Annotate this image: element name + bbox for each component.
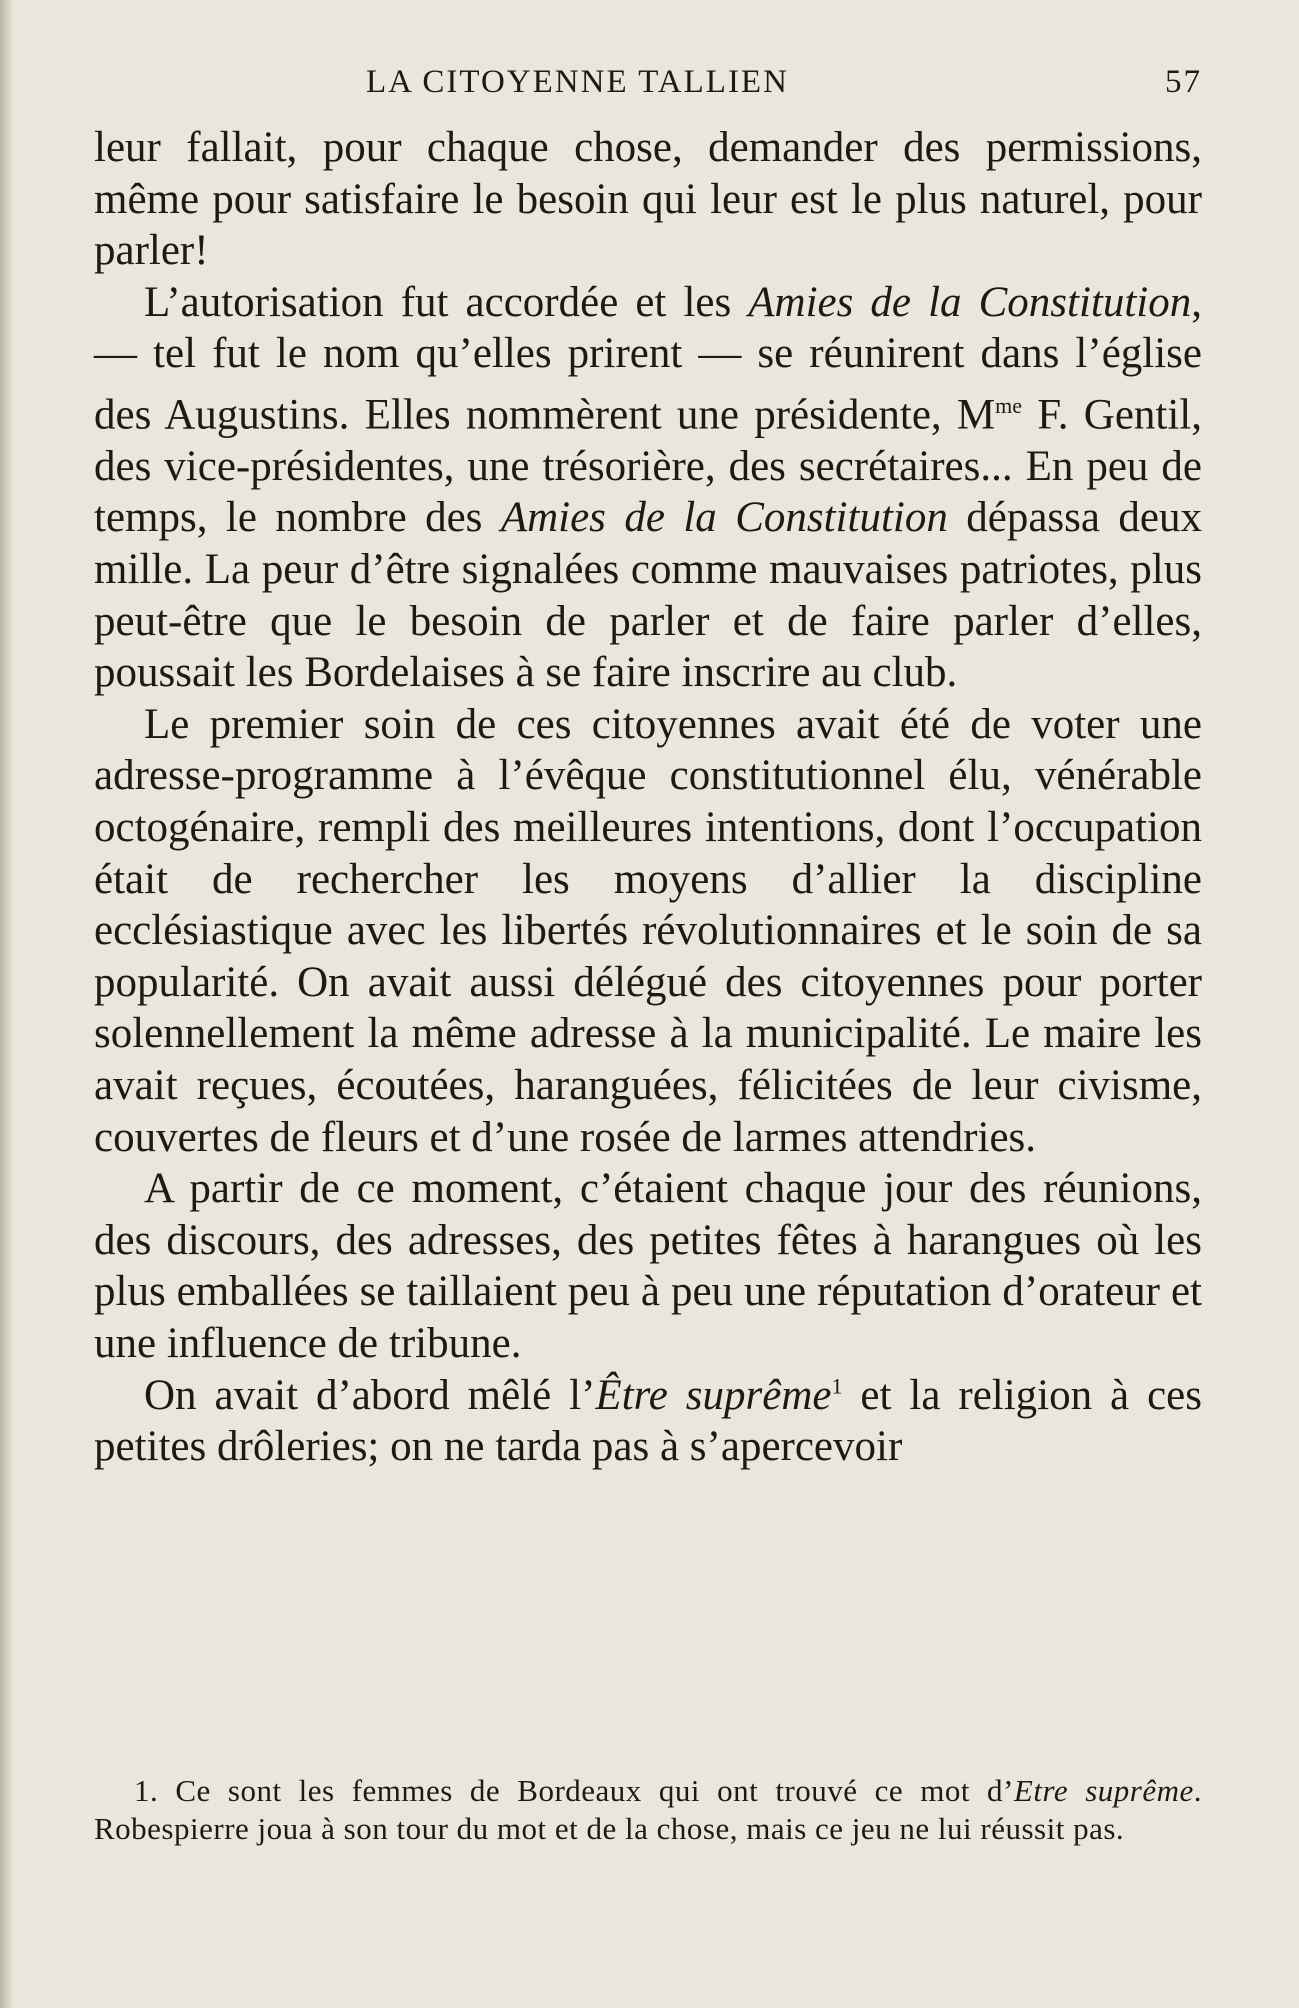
footnote-reference: 1 [831, 1373, 843, 1399]
paragraph-5-text-d: et la religion à ces petites drôleries; on ne tarda pas à s’apercevoir [94, 1371, 1202, 1471]
body-text [94, 122, 1202, 1473]
running-title: LA CITOYENNE TALLIEN [366, 64, 789, 100]
footnotes [94, 1772, 1202, 1848]
italic-amies-constitution-1: Amies de la Constitution [748, 278, 1192, 326]
running-head [94, 64, 1202, 114]
paragraph-1: leur fallait, pour chaque chose, demander des permissions, même pour satisfaire le besoin qui leur est le plus naturel, pour parler! [94, 124, 1202, 275]
paragraph-2-text-e: F. Gentil, des vice-présidentes, une trésorière, des secrétaires... En peu de temps, le nombre des [94, 391, 1203, 542]
italic-etre-supreme: Être suprême [595, 1371, 832, 1419]
footnote-1 [94, 1772, 1202, 1848]
paragraph-2-text-a: L’autorisation fut accordée et les [144, 278, 749, 326]
footnote-1-text-a: 1. Ce sont les femmes de Bordeaux qui ont trouvé ce mot d’ [134, 1773, 1014, 1808]
paragraph-2-text-g: dépassa deux mille. La peur d’être signalées comme mauvaises patriotes, plus peut-être que le besoin de parler et de faire parler d’elles, poussait les Bordelaises à se faire inscrire au club. [94, 494, 1202, 697]
italic-amies-constitution-2: Amies de la Constitution [500, 494, 948, 542]
book-gutter-shadow [0, 0, 14, 2008]
madame-abbreviation: me [995, 392, 1023, 418]
paragraph-4: A partir de ce moment, c’étaient chaque jour des réunions, des discours, des adresses, des petites fêtes à harangues où les plus emballées se taillaient peu à peu une réputation d’orateur et une influence de tribune. [94, 1165, 1202, 1367]
paragraph-3: Le premier soin de ces citoyennes avait été de voter une adresse-programme à l’évêque constitutionnel élu, vénérable octogénaire, rempli des meilleures intentions, dont l’occupation était de rechercher les moyens d’allier la discipline ecclésiastique avec les libertés révolutionnaires et le soin de sa popularité. On avait aussi délégué des citoyennes pour porter solennellement la même adresse à la municipalité. Le maire les avait reçues, écoutées, haranguées, félicitées de leur civisme, couvertes de fleurs et d’une rosée de larmes attendries. [94, 700, 1202, 1161]
paragraph-5-text-a: On avait d’abord mêlé l’ [144, 1371, 596, 1419]
footnote-italic-etre-supreme: Etre suprême [1013, 1773, 1194, 1808]
paragraph-2 [94, 277, 1202, 699]
page-number: 57 [1165, 64, 1202, 100]
paragraph-2-text-c: , — tel fut le nom qu’elles prirent — se réunirent dans l’église des Augustins. Elles nommèrent une présidente, M [94, 278, 1202, 439]
book-page [94, 64, 1202, 1473]
paragraph-5 [94, 1370, 1202, 1473]
footnote-1-text-c: . Robespierre joua à son tour du mot et de la chose, mais ce jeu ne lui réussit pas. [94, 1773, 1202, 1846]
